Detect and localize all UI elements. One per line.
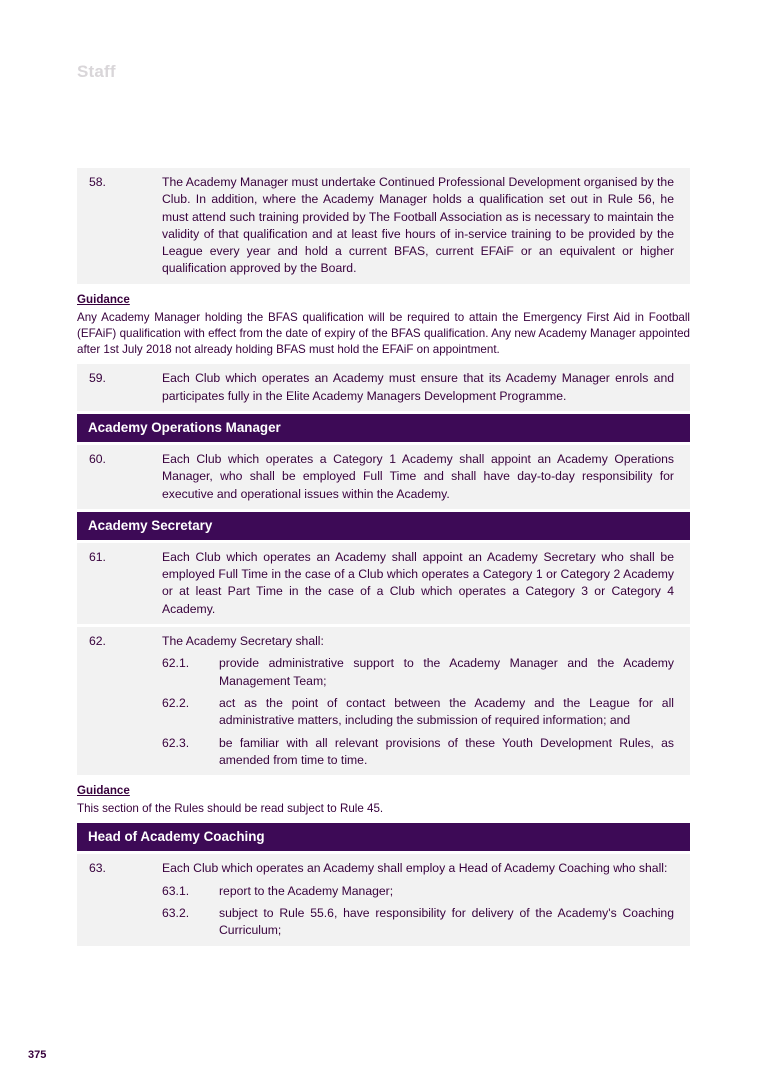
rule-text: Each Club which operates an Academy must ensure that its Academy Manager enrols and participates fully in the Elite Academy Managers Development Programme. (162, 371, 674, 403)
sub-rule-text: act as the point of contact between the Academy and the League for all administrative matters, including the submission of required information; and (219, 695, 674, 728)
rule-number: 62. (89, 634, 106, 649)
document-body (77, 168, 690, 949)
rule-body (162, 860, 674, 939)
sub-rule-number: 62.3. (162, 735, 190, 750)
rule-text: Each Club which operates an Academy shall appoint an Academy Secretary who shall be employed Full Time in the case of a Club which operates a Category 1 or Category 2 Academy or at least Part Time in the case of a Club which operates a Category 3 or Category 4 Academy. (162, 549, 674, 616)
section-heading-operations-manager: Academy Operations Manager (77, 414, 690, 442)
sub-rule-text: be familiar with all relevant provisions of these Youth Development Rules, as amended from time to time. (219, 735, 674, 767)
rule-intro: The Academy Secretary shall: (162, 634, 324, 649)
sub-rule-number: 62.1. (162, 656, 190, 671)
rule-number: 61. (89, 549, 106, 564)
section-heading-academy-secretary: Academy Secretary (77, 512, 690, 540)
sub-rule-text: subject to Rule 55.6, have responsibility for delivery of the Academy's Coaching Curriculum; (219, 905, 674, 938)
page-header-title: Staff (77, 62, 116, 81)
guidance-text: This section of the Rules should be read subject to Rule 45. (77, 802, 384, 816)
rule-61 (77, 543, 690, 624)
rule-63 (77, 854, 690, 945)
sub-rule-text: report to the Academy Manager; (219, 883, 394, 898)
page-number: 375 (28, 1049, 47, 1061)
rule-number: 63. (89, 861, 106, 876)
rule-text: The Academy Manager must undertake Continued Professional Development organised by the Club. In addition, where the Academy Manager holds a qualification set out in Rule 56, he must attend such training provided by The Football Association as is necessary to maintain the validity of that qualification and at least five hours of in-service training to be provided by the League every year and hold a current BFAS, current EFAiF or an equivalent or higher qualification approved by the Board. (162, 175, 674, 276)
rule-body (162, 633, 674, 769)
guidance-text: Any Academy Manager holding the BFAS qualification will be required to attain the Emergency First Aid in Football (EFAiF) qualification with effect from the date of expiry of the BFAS qualification. Any new Academy Manager appointed after 1st July 2018 not already holding BFAS must hold the EFAiF on appointment. (77, 310, 690, 357)
sub-rule-number: 63.2. (162, 905, 190, 920)
rule-intro: Each Club which operates an Academy shall employ a Head of Academy Coaching who shall: (162, 861, 668, 876)
sub-rule-62-3 (162, 735, 674, 770)
sub-rule-number: 63.1. (162, 883, 190, 898)
sub-rule-text: provide administrative support to the Academy Manager and the Academy Management Team; (219, 656, 674, 688)
sub-rule-number: 62.2. (162, 695, 190, 710)
rule-59 (77, 364, 690, 411)
sub-rule-62-2 (162, 695, 674, 730)
rule-number: 59. (89, 371, 106, 386)
rule-text: Each Club which operates a Category 1 Academy shall appoint an Academy Operations Manager, who shall be employed Full Time and shall have day-to-day responsibility for executive and operational issues within the Academy. (162, 451, 674, 501)
rule-number: 58. (89, 175, 106, 189)
rule-58 (77, 168, 690, 284)
section-heading-head-of-coaching: Head of Academy Coaching (77, 823, 690, 851)
rule-62 (77, 627, 690, 775)
guidance-heading: Guidance (77, 784, 130, 798)
rule-number: 60. (89, 451, 106, 466)
guidance-heading: Guidance (77, 292, 130, 306)
sub-rule-62-1 (162, 655, 674, 690)
sub-rule-63-1 (162, 883, 674, 900)
sub-rule-63-2 (162, 905, 674, 940)
rule-60 (77, 445, 690, 509)
